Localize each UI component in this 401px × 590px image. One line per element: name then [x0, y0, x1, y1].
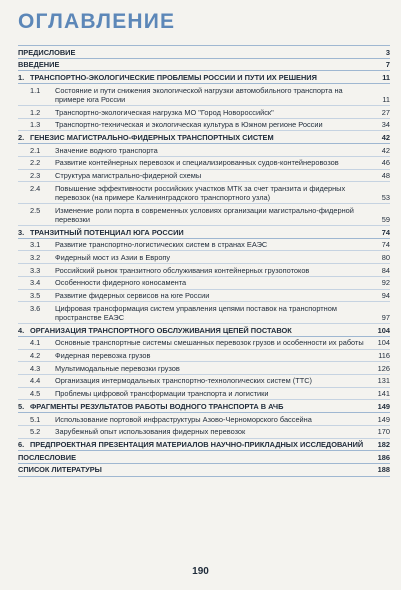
toc-subentry: [18, 157, 390, 170]
entry-title: Зарубежный опыт использования фидерных перевозок: [55, 427, 246, 437]
entry-page: 11: [382, 94, 390, 104]
entry-title: Организация интермодальных транспортно-технологических систем (ТТС): [55, 376, 313, 386]
entry-title: Состояние и пути снижения экологической нагрузки автомобильного транспорта на примере юга России: [55, 85, 343, 104]
toc-section: [18, 45, 390, 59]
entry-number: 5.1: [30, 414, 41, 424]
toc-chapter: [18, 226, 390, 239]
entry-number: 3.6: [30, 303, 41, 313]
toc-chapter: [18, 71, 390, 84]
entry-title: Значение водного транспорта: [55, 145, 158, 155]
page-title: ОГЛАВЛЕНИЕ: [18, 10, 176, 33]
entry-title: Изменение роли порта в современных условиях организации магистрально-фидерной перевозки: [55, 205, 354, 224]
toc-subentry: [18, 119, 390, 132]
entry-page: 141: [377, 389, 390, 399]
toc-subentry: [18, 375, 390, 388]
entry-title: Фидерный мост из Азии в Европу: [55, 252, 171, 262]
entry-title: Основные транспортные системы смешанных перевозок грузов и особенности их работы: [55, 338, 364, 348]
entry-title: ПРЕДИСЛОВИЕ: [18, 47, 76, 57]
entry-title: Мультимодальные перевозки грузов: [55, 363, 180, 373]
toc-subentry: [18, 337, 390, 350]
entry-title: Российский рынок транзитного обслуживания контейнерных грузопотоков: [55, 265, 310, 275]
toc-subentry: [18, 426, 390, 439]
toc-subentry: [18, 106, 390, 119]
entry-number: 2.3: [30, 171, 41, 181]
toc-subentry: [18, 264, 390, 277]
toc-subentry: [18, 413, 390, 426]
entry-number: 1.: [18, 72, 25, 82]
entry-title: ФРАГМЕНТЫ РЕЗУЛЬТАТОВ РАБОТЫ ВОДНОГО ТРАНСПОРТА В АЧБ: [30, 401, 284, 411]
entry-title: Фидерная перевозка грузов: [55, 351, 151, 361]
entry-number: 3.: [18, 227, 25, 237]
entry-title: ВВЕДЕНИЕ: [18, 60, 60, 70]
entry-title: Структура магистрально-фидерной схемы: [55, 171, 202, 181]
entry-page: 3: [385, 47, 390, 57]
entry-title: Развитие фидерных сервисов на юге России: [55, 291, 210, 301]
toc-subentry: [18, 251, 390, 264]
toc-subentry: [18, 84, 390, 106]
entry-title: Особенности фидерного коносамента: [55, 278, 187, 288]
entry-number: 3.4: [30, 278, 41, 288]
entry-title: ТРАНЗИТНЫЙ ПОТЕНЦИАЛ ЮГА РОССИИ: [30, 227, 184, 237]
entry-page: 104: [377, 338, 390, 348]
toc-subentry: [18, 290, 390, 303]
entry-page: 126: [377, 363, 390, 373]
entry-page: 27: [381, 107, 390, 117]
entry-title: Транспортно-экологическая нагрузка МО "Город Новороссийск": [55, 107, 274, 117]
entry-number: 4.5: [30, 389, 41, 399]
entry-number: 3.2: [30, 252, 41, 262]
entry-number: 3.3: [30, 265, 41, 275]
entry-page: 94: [381, 291, 390, 301]
entry-page: 74: [381, 240, 390, 250]
entry-page: 182: [377, 440, 390, 449]
entry-number: 2.4: [30, 183, 41, 193]
entry-number: 2.: [18, 132, 25, 142]
toc-section: [18, 59, 390, 72]
entry-title: Повышение эффективности российских участков МТК за счет транзита и фидерных перевозок (на примере Калининградского транспортного узла): [55, 183, 346, 202]
entry-page: 42: [381, 132, 390, 142]
toc-subentry: [18, 144, 390, 157]
page-number: 190: [192, 566, 209, 577]
entry-title: ТРАНСПОРТНО-ЭКОЛОГИЧЕСКИЕ ПРОБЛЕМЫ РОССИИ И ПУТИ ИХ РЕШЕНИЯ: [30, 72, 317, 82]
entry-page: 80: [381, 252, 390, 262]
entry-page: 131: [377, 376, 390, 386]
entry-title: ГЕНЕЗИС МАГИСТРАЛЬНО-ФИДЕРНЫХ ТРАНСПОРТНЫХ СИСТЕМ: [30, 132, 274, 142]
entry-page: 188: [377, 465, 390, 475]
entry-page: 42: [381, 145, 390, 155]
toc-chapter: [18, 324, 390, 337]
entry-title: Проблемы цифровой трансформации транспорта и логистики: [55, 389, 269, 399]
entry-page: 92: [381, 278, 390, 288]
entry-title: ПРЕДПРОЕКТНАЯ ПРЕЗЕНТАЦИЯ МАТЕРИАЛОВ НАУЧНО-ПРИКЛАДНЫХ ИССЛЕДОВАНИЙ: [30, 440, 364, 449]
toc-subentry: [18, 302, 390, 324]
entry-page: 186: [377, 452, 390, 462]
entry-page: 7: [385, 60, 390, 70]
entry-page: 53: [381, 192, 390, 202]
toc-subentry: [18, 170, 390, 183]
entry-title: ОРГАНИЗАЦИЯ ТРАНСПОРТНОГО ОБСЛУЖИВАНИЯ ЦЕПЕЙ ПОСТАВОК: [30, 325, 292, 335]
entry-page: 104: [377, 325, 390, 335]
entry-page: 74: [381, 227, 390, 237]
entry-title: Развитие транспортно-логистических систем в странах ЕАЭС: [55, 240, 268, 250]
toc-subentry: [18, 204, 390, 226]
toc-subentry: [18, 388, 390, 401]
toc-subentry: [18, 182, 390, 204]
entry-title: Цифровая трансформация систем управления цепями поставок на транспортном пространстве ЕАЭС: [55, 303, 337, 322]
entry-page: 11: [382, 72, 390, 82]
entry-page: 59: [381, 214, 390, 224]
entry-title: СПИСОК ЛИТЕРАТУРЫ: [18, 465, 102, 475]
entry-number: 1.3: [30, 120, 41, 130]
entry-number: 6.: [18, 440, 25, 449]
toc-section: [18, 451, 390, 464]
entry-number: 1.1: [30, 85, 41, 95]
entry-title: Использование портовой инфраструктуры Азово-Черноморского бассейна: [55, 414, 312, 424]
toc-chapter: [18, 439, 390, 452]
toc-subentry: [18, 239, 390, 252]
entry-number: 4.: [18, 325, 25, 335]
entry-number: 2.5: [30, 205, 41, 215]
entry-number: 5.2: [30, 427, 41, 437]
entry-page: 97: [381, 312, 390, 322]
entry-number: 4.3: [30, 363, 41, 373]
entry-number: 3.5: [30, 291, 41, 301]
entry-page: 34: [381, 120, 390, 130]
entry-number: 3.1: [30, 240, 41, 250]
entry-number: 5.: [18, 401, 25, 411]
entry-title: Развитие контейнерных перевозок и специализированных судов-контейнеровозов: [55, 158, 339, 168]
toc-subentry: [18, 362, 390, 375]
entry-title: Транспортно-техническая и экологическая культура в Южном регионе России: [55, 120, 323, 130]
entry-number: 2.1: [30, 145, 41, 155]
entry-page: 170: [377, 427, 390, 437]
toc-subentry: [18, 277, 390, 290]
entry-number: 4.1: [30, 338, 41, 348]
entry-page: 46: [381, 158, 390, 168]
toc-subentry: [18, 350, 390, 363]
toc-chapter: [18, 131, 390, 144]
entry-number: 2.2: [30, 158, 41, 168]
entry-page: 149: [377, 414, 390, 424]
entry-title: ПОСЛЕСЛОВИЕ: [18, 452, 76, 462]
entry-page: 84: [381, 265, 390, 275]
entry-number: 1.2: [30, 107, 41, 117]
entry-page: 48: [381, 171, 390, 181]
entry-page: 116: [378, 351, 390, 361]
entry-number: 4.4: [30, 376, 41, 386]
toc-chapter: [18, 400, 390, 413]
table-of-contents: [18, 45, 390, 477]
entry-page: 149: [377, 401, 390, 411]
entry-number: 4.2: [30, 351, 41, 361]
toc-section: [18, 464, 390, 477]
